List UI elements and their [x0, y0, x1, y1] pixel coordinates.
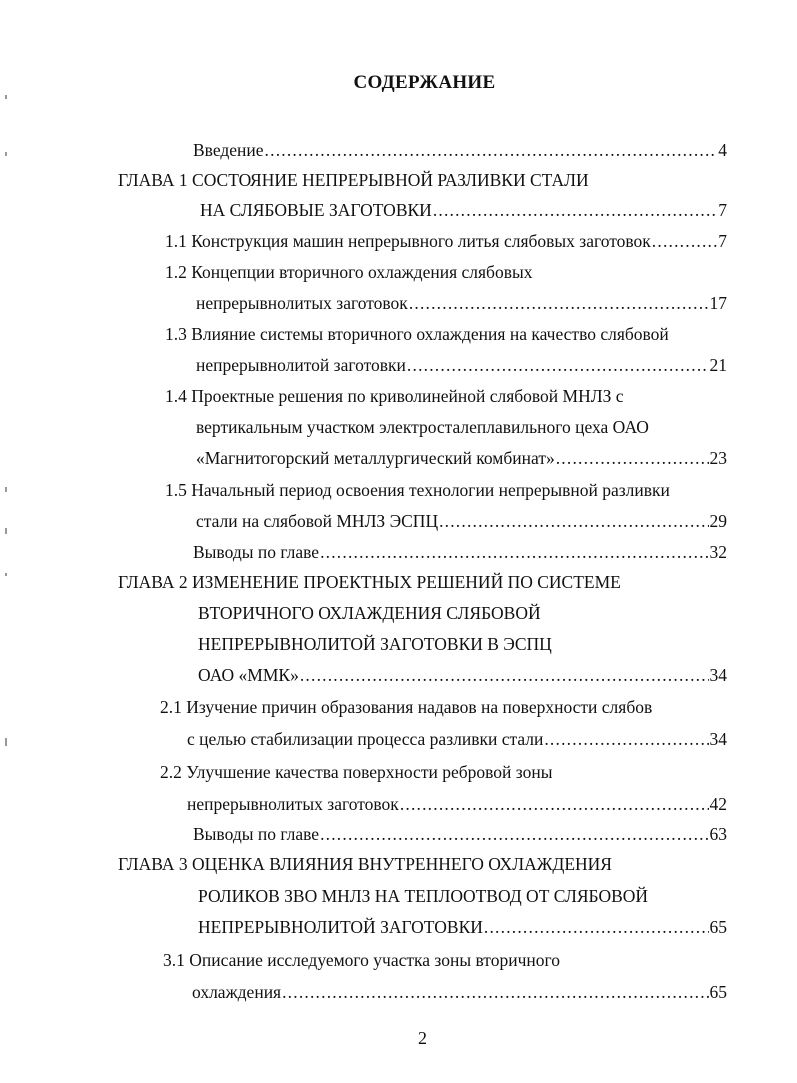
toc-leader-dots — [652, 229, 717, 253]
toc-leader-dots — [544, 727, 708, 751]
toc-leader-dots — [484, 915, 709, 939]
toc-chapter-3-line-1: ГЛАВА 3 ОЦЕНКА ВЛИЯНИЯ ВНУТРЕННЕГО ОХЛАЖДЕНИЯ — [118, 854, 612, 874]
toc-section-1-4-line-2: вертикальным участком электросталеплавильного цеха ОАО — [196, 417, 649, 437]
toc-section-1-4-line-1: 1.4 Проектные решения по криволинейной слябовой МНЛЗ с — [165, 386, 624, 406]
toc-section-1-1 — [165, 229, 727, 253]
page-number: 2 — [418, 1028, 427, 1048]
toc-section-3-1 — [192, 980, 727, 1004]
toc-entry-text: охлаждения — [192, 982, 282, 1002]
toc-section-2-1-line-1: 2.1 Изучение причин образования надавов на поверхности слябов — [160, 697, 653, 717]
toc-page-number: 63 — [709, 824, 727, 844]
toc-chapter-2-line-1: ГЛАВА 2 ИЗМЕНЕНИЕ ПРОЕКТНЫХ РЕШЕНИЙ ПО СИСТЕМЕ — [118, 572, 621, 592]
toc-entry-text: с целью стабилизации процесса разливки стали — [187, 729, 544, 749]
toc-entry-text: непрерывнолитых заготовок — [187, 794, 399, 814]
toc-leader-dots — [407, 353, 709, 377]
toc-page-number: 42 — [709, 794, 727, 814]
toc-page-number: 34 — [709, 665, 727, 685]
scan-mark — [5, 152, 7, 156]
toc-page-number: 17 — [709, 293, 727, 313]
toc-page-number: 23 — [709, 448, 727, 468]
toc-leader-dots — [556, 446, 709, 470]
toc-page-number: 21 — [709, 355, 727, 375]
toc-leader-dots — [265, 138, 718, 162]
toc-entry-text: Выводы по главе — [193, 542, 320, 562]
toc-section-1-5-line-1: 1.5 Начальный период освоения технологии непрерывной разливки — [165, 480, 670, 500]
scan-mark — [5, 573, 7, 576]
toc-entry-text: непрерывнолитой заготовки — [196, 355, 406, 375]
scan-mark — [5, 487, 7, 492]
toc-entry-text: непрерывнолитых заготовок — [196, 293, 408, 313]
toc-entry-text: НА СЛЯБОВЫЕ ЗАГОТОВКИ — [200, 200, 432, 220]
toc-chapter-2-conclusions — [193, 822, 727, 846]
toc-page-number: 65 — [709, 917, 727, 937]
toc-entry-text: НЕПРЕРЫВНОЛИТОЙ ЗАГОТОВКИ — [198, 917, 483, 937]
toc-section-3-1-line-1: 3.1 Описание исследуемого участка зоны вторичного — [163, 950, 560, 970]
toc-chapter-1 — [200, 198, 727, 222]
toc-chapter-2-line-2: ВТОРИЧНОГО ОХЛАЖДЕНИЯ СЛЯБОВОЙ — [198, 603, 541, 623]
toc-leader-dots — [300, 663, 709, 687]
toc-entry-intro — [193, 138, 727, 162]
toc-section-2-1 — [187, 727, 727, 751]
toc-leader-dots — [439, 509, 708, 533]
toc-page-number: 32 — [709, 542, 727, 562]
toc-chapter-2-line-3: НЕПРЕРЫВНОЛИТОЙ ЗАГОТОВКИ В ЭСПЦ — [198, 634, 552, 654]
toc-entry-text: «Магнитогорский металлургический комбинат» — [196, 448, 555, 468]
toc-section-1-5 — [196, 509, 727, 533]
toc-page-number: 7 — [718, 231, 727, 251]
toc-leader-dots — [400, 792, 709, 816]
toc-entry-text: Введение — [193, 140, 264, 160]
toc-section-1-2 — [196, 291, 727, 315]
scan-mark — [5, 528, 7, 534]
toc-page-number: 4 — [718, 140, 727, 160]
toc-section-1-3 — [196, 353, 727, 377]
toc-chapter-3-line-2: РОЛИКОВ ЗВО МНЛЗ НА ТЕПЛООТВОД ОТ СЛЯБОВОЙ — [198, 886, 649, 906]
toc-page-number: 65 — [709, 982, 727, 1002]
toc-entry-text: ОАО «ММК» — [198, 665, 299, 685]
toc-entry-text: Выводы по главе — [193, 824, 320, 844]
toc-section-2-2-line-1: 2.2 Улучшение качества поверхности ребровой зоны — [160, 762, 553, 782]
toc-leader-dots — [409, 291, 709, 315]
toc-section-1-2-line-1: 1.2 Концепции вторичного охлаждения слябовых — [165, 262, 533, 282]
toc-section-1-3-line-1: 1.3 Влияние системы вторичного охлаждения на качество слябовой — [165, 324, 669, 344]
scan-mark — [5, 738, 7, 746]
toc-title: СОДЕРЖАНИЕ — [353, 72, 496, 93]
toc-chapter-1-line-1: ГЛАВА 1 СОСТОЯНИЕ НЕПРЕРЫВНОЙ РАЗЛИВКИ СТАЛИ — [118, 170, 589, 190]
toc-page-number: 34 — [709, 729, 727, 749]
toc-leader-dots — [320, 822, 708, 846]
toc-chapter-1-conclusions — [193, 540, 727, 564]
toc-page-number: 7 — [718, 200, 727, 220]
toc-leader-dots — [320, 540, 708, 564]
toc-leader-dots — [282, 980, 708, 1004]
toc-entry-text: стали на слябовой МНЛЗ ЭСПЦ — [196, 511, 439, 531]
toc-section-1-4 — [196, 446, 727, 470]
toc-leader-dots — [433, 198, 717, 222]
toc-page-number: 29 — [709, 511, 727, 531]
scan-mark — [5, 95, 7, 99]
toc-entry-text: 1.1 Конструкция машин непрерывного литья слябовых заготовок — [165, 231, 651, 251]
toc-chapter-3 — [198, 915, 727, 939]
toc-section-2-2 — [187, 792, 727, 816]
toc-chapter-2 — [198, 663, 727, 687]
